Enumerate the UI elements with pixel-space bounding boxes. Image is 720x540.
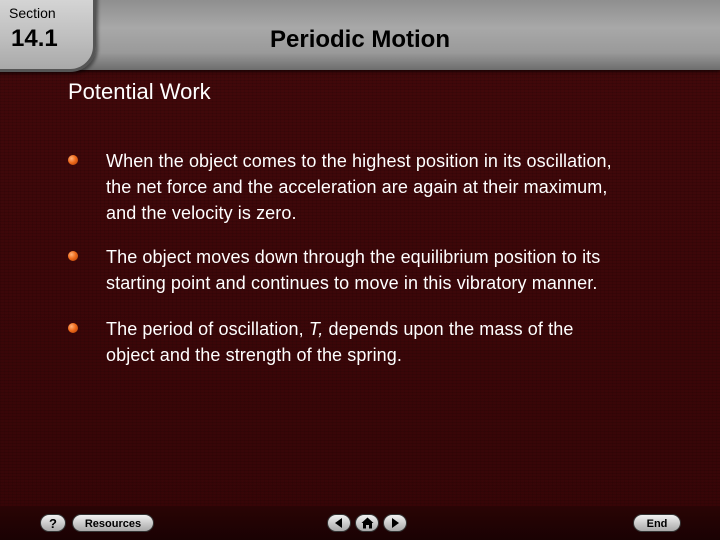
bullet-line: When the object comes to the highest position in its oscillation, (106, 151, 612, 171)
next-button[interactable] (383, 514, 407, 532)
triangle-right-icon (389, 517, 401, 529)
section-label: Section (9, 5, 56, 21)
bullet-text (106, 316, 666, 368)
help-button[interactable]: ? (40, 514, 66, 532)
period-symbol: T, (308, 319, 324, 339)
bullet-dot-icon (68, 155, 78, 165)
bullet-line: The period of oscillation, (106, 319, 309, 339)
bullet-line: The object moves down through the equilibrium position to its (106, 247, 601, 267)
bullet-line: starting point and continues to move in this vibratory manner. (106, 273, 598, 293)
content-heading: Potential Work (68, 79, 211, 104)
bullet-dot-icon (68, 251, 78, 261)
previous-button[interactable] (327, 514, 351, 532)
bullet-text (106, 244, 666, 296)
triangle-left-icon (333, 517, 345, 529)
home-button[interactable] (355, 514, 379, 532)
bullet-line: and the velocity is zero. (106, 203, 297, 223)
slide-title: Periodic Motion (270, 26, 450, 53)
header-bar (0, 0, 720, 70)
bullet-dot-icon (68, 323, 78, 333)
bullet-line: depends upon the mass of the (323, 319, 574, 339)
section-number: 14.1 (11, 25, 58, 52)
bullet-text (106, 148, 666, 226)
bullet-line: object and the strength of the spring. (106, 345, 402, 365)
end-button[interactable]: End (633, 514, 681, 532)
home-icon (361, 517, 374, 529)
section-tab (0, 0, 96, 72)
bullet-line: the net force and the acceleration are again at their maximum, (106, 177, 608, 197)
resources-button[interactable]: Resources (72, 514, 154, 532)
bottom-nav-bar (0, 506, 720, 540)
